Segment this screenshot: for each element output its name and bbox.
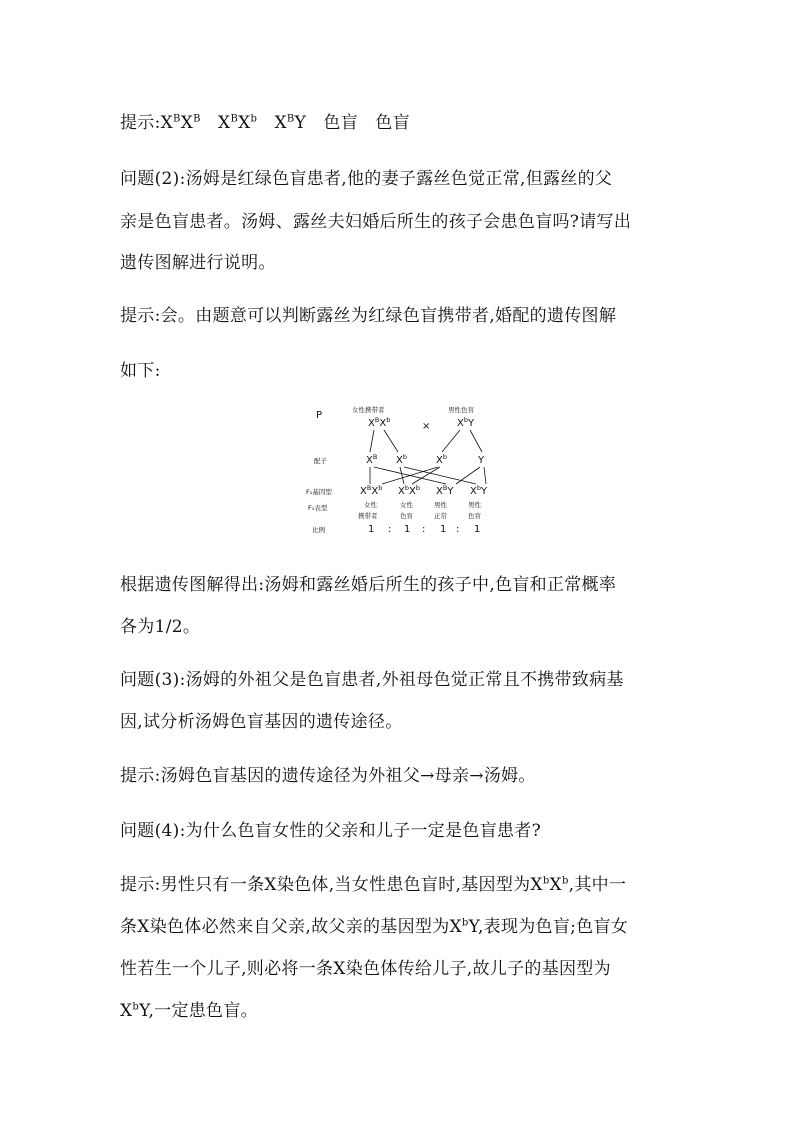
offspring-phenotype-1b: 携带者 [358, 512, 378, 520]
p-label: P [316, 410, 323, 421]
line-Xb-to-o4 [404, 467, 476, 484]
line-male-to-Xb [442, 430, 460, 452]
conclusion-line-1: 根据遗传图解得出:汤姆和露丝婚后所生的孩子中,色盲和正常概率 [120, 575, 617, 595]
hint-4-line-1: 提示:男性只有一条X染色体,当女性患色盲时,基因型为$X^bX^b$,其中一 [120, 875, 627, 895]
offspring-genotype-2: $X^bX^b$ [398, 484, 420, 497]
line-Y-to-o4 [484, 467, 486, 484]
gamete-Xb-male: $X^b$ [436, 453, 447, 466]
hint-genotypes: 提示$:X^BX^B$ $X^BX^b$ $X^BY$ 色盲 色盲 [120, 113, 410, 133]
offspring-phenotype-3a: 男性 [434, 501, 447, 509]
female-genotype: $X^BX^b$ [368, 416, 391, 429]
hint-3: 提示:汤姆色盲基因的遗传途径为外祖父→母亲→汤姆。 [120, 766, 536, 786]
hint-4-line-4: $X^bY$,一定患色盲。 [120, 1001, 258, 1021]
f1-genotype-label: F₁基因型 [306, 488, 332, 496]
line-Xbm-to-o1 [382, 467, 438, 484]
ratio-colon-3: : [456, 524, 460, 535]
male-colorblind-label: 男性色盲 [448, 406, 474, 414]
offspring-phenotype-1a: 女性 [364, 501, 377, 509]
question-2-line-2: 亲是色盲患者。汤姆、露丝夫妇婚后所生的孩子会患色盲吗?请写出 [120, 212, 632, 232]
line-male-to-Y [470, 430, 482, 452]
ratio-colon-1: : [388, 524, 392, 535]
offspring-phenotype-2b: 色盲 [400, 512, 413, 520]
f1-phenotype-label: F₁表型 [308, 504, 328, 512]
conclusion-line-2: 各为1/2。 [120, 617, 201, 637]
hint-2-line-1: 提示:会。由题意可以判断露丝为红绿色盲携带者,婚配的遗传图解 [120, 306, 617, 326]
gametes-label: 配子 [314, 457, 327, 465]
hint-2-line-2: 如下: [120, 361, 161, 381]
line-Xb-to-o2 [400, 467, 404, 484]
ratio-2: 1 [404, 524, 411, 535]
ratio-label: 比例 [312, 526, 325, 534]
gamete-XB: $X^B$ [366, 453, 378, 466]
offspring-genotype-1: $X^BX^b$ [360, 484, 383, 497]
female-carrier-label: 女性携带者 [352, 406, 385, 414]
ratio-1: 1 [368, 524, 375, 535]
gamete-Xb-female: $X^b$ [396, 453, 407, 466]
offspring-phenotype-4a: 男性 [468, 501, 481, 509]
question-2-line-1: 问题(2):汤姆是红绿色盲患者,他的妻子露丝色觉正常,但露丝的父 [120, 169, 613, 189]
offspring-genotype-4: $X^bY$ [470, 484, 488, 497]
offspring-phenotype-3b: 正常 [434, 512, 447, 520]
question-3-line-2: 因,试分析汤姆色盲基因的遗传途径。 [120, 712, 403, 732]
gamete-Y: Y [478, 455, 485, 466]
question-2-line-3: 遗传图解进行说明。 [120, 253, 276, 273]
question-4: 问题(4):为什么色盲女性的父亲和儿子一定是色盲患者? [120, 821, 542, 841]
offspring-genotype-3: $X^BY$ [436, 484, 454, 497]
genetic-cross-diagram [300, 400, 520, 540]
hint-4-line-2: 条X染色体必然来自父亲,故父亲的基因型为$X^bY$,表现为色盲;色盲女 [120, 917, 629, 937]
line-female-to-XB [370, 430, 374, 452]
ratio-4: 1 [474, 524, 481, 535]
hint-4-line-3: 性若生一个儿子,则必将一条X染色体传给儿子,故儿子的基因型为 [120, 959, 611, 979]
line-Y-to-o3 [456, 467, 480, 484]
offspring-phenotype-2a: 女性 [400, 501, 413, 509]
offspring-phenotype-4b: 色盲 [468, 512, 481, 520]
question-3-line-1: 问题(3):汤姆的外祖父是色盲患者,外祖母色觉正常且不携带致病基 [120, 670, 624, 690]
male-genotype: $X^bY$ [457, 416, 475, 429]
ratio-colon-2: : [422, 524, 426, 535]
line-female-to-Xb [384, 430, 398, 452]
cross-symbol: × [422, 421, 431, 432]
ratio-3: 1 [440, 524, 447, 535]
